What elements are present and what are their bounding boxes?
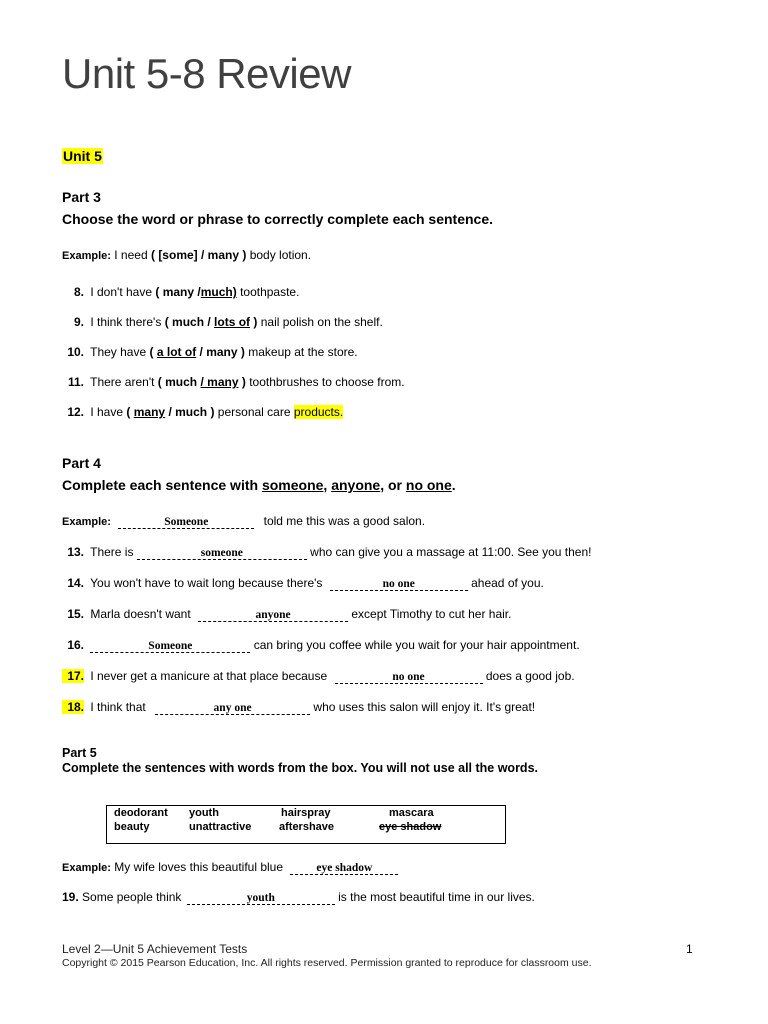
question-number: 8. — [73, 285, 84, 299]
question-text: personal care — [217, 405, 291, 419]
word-box-item: aftershave — [279, 821, 335, 833]
question-16 — [62, 638, 580, 653]
question-text: is the most beautiful time in our lives. — [338, 890, 535, 904]
question-text: They have — [90, 345, 147, 359]
question-text: makeup at the store. — [248, 345, 358, 359]
question-12 — [62, 405, 343, 419]
question-text: ahead of you. — [471, 576, 544, 590]
answer-blank: youth — [187, 892, 335, 905]
question-text: I think that — [90, 700, 146, 714]
choice-option: ( — [126, 405, 131, 419]
question-text: I have — [90, 405, 124, 419]
question-text: I never get a manicure at that place because — [90, 669, 328, 683]
question-text: There is — [90, 545, 134, 559]
question-text: who uses this salon will enjoy it. It's great! — [313, 700, 536, 714]
keyword-anyone: anyone — [331, 477, 381, 493]
answer-blank: any one — [155, 702, 310, 715]
choice-option: / many ) — [199, 345, 245, 359]
part5-label: Part 5 — [62, 746, 97, 760]
question-11 — [62, 375, 405, 389]
part3-instruction: Choose the word or phrase to correctly complete each sentence. — [62, 211, 494, 227]
example-label: Example: — [62, 250, 111, 262]
question-number: 9. — [73, 315, 84, 329]
question-number: 19. — [62, 890, 79, 904]
instruction-text: Complete each sentence with — [62, 477, 259, 493]
question-text: There aren't — [90, 375, 155, 389]
part3-label: Part 3 — [62, 189, 101, 205]
footer-level: Level 2—Unit 5 Achievement Tests — [62, 942, 248, 956]
answer-blank: no one — [330, 578, 468, 591]
example-pre: My wife loves this beautiful blue — [114, 860, 284, 874]
choice-option: ( many / — [155, 285, 201, 299]
part4-instruction: Complete each sentence with someone, anyone, or no one. — [62, 477, 456, 493]
question-text: can bring you coffee while you wait for your hair appointment. — [253, 638, 580, 652]
highlighted-word: products. — [293, 405, 344, 419]
word-box-item: hairspray — [281, 807, 331, 819]
question-8 — [62, 285, 299, 299]
selected-answer: a lot of — [156, 345, 197, 359]
question-number: 17. — [62, 669, 84, 683]
word-box-item-used: eye shadow — [379, 821, 442, 833]
selected-answer: much) — [200, 285, 237, 299]
question-text: who can give you a massage at 11:00. See you then! — [310, 545, 592, 559]
selected-answer: / many — [200, 375, 239, 389]
word-box-item: youth — [189, 807, 219, 819]
page-number: 1 — [686, 942, 693, 956]
answer-blank: Someone — [90, 640, 250, 653]
answer-blank: eye shadow — [290, 862, 398, 875]
word-box-item: mascara — [389, 807, 434, 819]
selected-answer: many — [133, 405, 166, 419]
part4-example — [62, 514, 425, 529]
answer-blank: no one — [335, 671, 483, 684]
question-number: 10. — [67, 345, 84, 359]
choice-option: ( much — [157, 375, 198, 389]
page-title: Unit 5-8 Review — [62, 50, 351, 97]
example-post: body lotion. — [249, 248, 312, 262]
question-text: Some people think — [82, 890, 182, 904]
example-pre: I need — [114, 248, 148, 262]
choice-option: ( much / — [164, 315, 211, 329]
word-box-item: deodorant — [114, 807, 168, 819]
part5-instruction: Complete the sentences with words from the box. You will not use all the words. — [62, 761, 538, 775]
part3-example — [62, 248, 311, 262]
part4-label: Part 4 — [62, 455, 101, 471]
question-18 — [62, 700, 535, 715]
example-post: told me this was a good salon. — [263, 514, 426, 528]
question-text: toothbrushes to choose from. — [249, 375, 405, 389]
part5-example — [62, 860, 398, 875]
selected-answer: lots of — [214, 315, 251, 329]
question-19 — [62, 890, 535, 905]
question-number: 12. — [67, 405, 84, 419]
question-15 — [62, 607, 511, 622]
question-text: I think there's — [90, 315, 162, 329]
example-label: Example: — [62, 516, 111, 528]
choice-option: ) — [253, 315, 258, 329]
answer-blank: anyone — [198, 609, 348, 622]
question-number: 14. — [67, 576, 84, 590]
word-box-item: unattractive — [189, 821, 252, 833]
copyright: Copyright © 2015 Pearson Education, Inc. All rights reserved. Permission granted to reproduce for classroom use. — [62, 957, 592, 969]
question-number: 11. — [67, 375, 84, 389]
question-14 — [62, 576, 544, 591]
unit-heading: Unit 5 — [63, 148, 102, 164]
question-10 — [62, 345, 358, 359]
instruction-text: , or — [380, 477, 402, 493]
choice-option: ) — [241, 375, 246, 389]
example-choice: ( [some] / many ) — [150, 248, 247, 262]
keyword-someone: someone — [261, 477, 324, 493]
question-number: 16. — [67, 638, 84, 652]
question-17 — [62, 669, 575, 684]
question-13 — [62, 545, 591, 560]
question-text: You won't have to wait long because there's — [90, 576, 323, 590]
word-box-item: beauty — [114, 821, 150, 833]
question-number: 15. — [67, 607, 84, 621]
question-text: I don't have — [90, 285, 153, 299]
question-text: except Timothy to cut her hair. — [351, 607, 512, 621]
word-box — [106, 805, 506, 844]
answer-blank: Someone — [118, 516, 254, 529]
answer-blank: someone — [137, 547, 307, 560]
keyword-no-one: no one — [405, 477, 452, 493]
example-label: Example: — [62, 862, 111, 874]
choice-option: / much ) — [168, 405, 215, 419]
question-number: 13. — [67, 545, 84, 559]
question-text: toothpaste. — [240, 285, 300, 299]
question-text: Marla doesn't want — [90, 607, 191, 621]
question-9 — [62, 315, 383, 329]
question-text: does a good job. — [485, 669, 575, 683]
instruction-text: . — [451, 477, 456, 493]
question-text: nail polish on the shelf. — [260, 315, 383, 329]
question-number: 18. — [62, 700, 84, 714]
choice-option: ( — [149, 345, 154, 359]
